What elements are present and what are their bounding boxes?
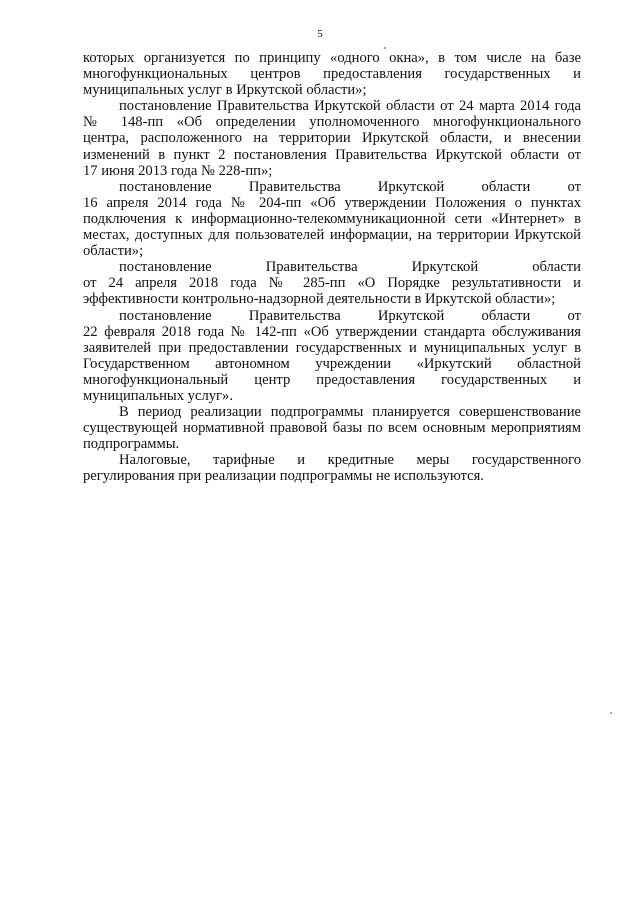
text-line: постановление Правительства Иркутской области от 24 марта 2014 года <box>119 98 581 115</box>
paragraph-continuation <box>83 50 581 98</box>
word: Иркутской <box>377 178 445 195</box>
paragraph-resolution-142 <box>83 308 581 405</box>
text-line: подключения к информационно-телекоммуникационной сети «Интернет» в <box>83 210 581 227</box>
text-line: которых организуется по принципу «одного окна», в том числе на базе <box>83 50 581 66</box>
text-line: подпрограммы. <box>83 436 180 453</box>
word: Правительства <box>248 178 341 195</box>
word: Иркутской <box>411 259 479 276</box>
text-line-spaced <box>83 372 581 388</box>
text-line: области»; <box>83 243 144 260</box>
document-body <box>83 50 581 485</box>
text-line: существующей нормативной правовой базы по всем основным мероприятиям <box>83 420 581 437</box>
word: области <box>532 259 581 276</box>
word: от <box>567 307 581 324</box>
word: государственных <box>441 371 548 388</box>
word: многофункциональный <box>83 371 229 388</box>
text-line-spaced <box>83 259 581 275</box>
word: области <box>481 178 531 195</box>
scan-speck <box>610 712 612 714</box>
text-line: многофункциональных центров предоставления государственных и <box>83 66 581 83</box>
text-line: № 148-пп «Об определении уполномоченного многофункционального <box>83 114 581 131</box>
word: Правительства <box>265 259 358 276</box>
text-line: изменений в пункт 2 постановления Правительства Иркутской области от <box>83 146 581 163</box>
text-line: местах, доступных для пользователей информации, на территории Иркутской <box>83 227 581 244</box>
text-line: 16 апреля 2014 года № 204-пп «Об утверждении Положения о пунктах <box>83 194 581 211</box>
word: и <box>573 371 581 388</box>
paragraph-resolution-204 <box>83 179 581 259</box>
word: постановление <box>119 307 212 324</box>
text-line-spaced <box>83 179 581 195</box>
word: центр <box>254 371 291 388</box>
word: постановление <box>119 178 212 195</box>
text-line: В период реализации подпрограммы планируется совершенствование <box>119 404 581 421</box>
text-line: муниципальных услуг». <box>83 387 233 404</box>
paragraph-tax-measures <box>83 452 581 484</box>
paragraph-resolution-285 <box>83 259 581 307</box>
text-line: 22 февраля 2018 года № 142-пп «Об утверждении стандарта обслуживания <box>83 323 581 340</box>
text-line: эффективности контрольно-надзорной деятельности в Иркутской области»; <box>83 291 556 308</box>
text-line: центра, расположенного на территории Иркутской области, и внесении <box>83 130 581 147</box>
text-line: заявителей при предоставлении государственных и муниципальных услуг в <box>83 339 581 356</box>
text-line: Налоговые, тарифные и кредитные меры государственного <box>119 452 581 469</box>
word: от <box>567 178 581 195</box>
paragraph-resolution-148 <box>83 98 581 178</box>
text-line: Государственном автономном учреждении «Иркутский областной <box>83 355 581 372</box>
word: Иркутской <box>377 307 445 324</box>
word: Правительства <box>248 307 341 324</box>
scan-speck <box>384 47 386 49</box>
text-line: от 24 апреля 2018 года № 285-пп «О Порядке результативности и <box>83 275 581 292</box>
word: области <box>481 307 531 324</box>
paragraph-improvement <box>83 404 581 452</box>
text-line-spaced <box>83 308 581 324</box>
word: предоставления <box>316 371 416 388</box>
text-line: регулирования при реализации подпрограммы не используются. <box>83 468 484 485</box>
word: постановление <box>119 259 212 276</box>
text-line: 17 июня 2013 года № 228-пп»; <box>83 162 273 179</box>
page-number: 5 <box>317 28 323 40</box>
text-line: муниципальных услуг в Иркутской области»; <box>83 82 367 99</box>
